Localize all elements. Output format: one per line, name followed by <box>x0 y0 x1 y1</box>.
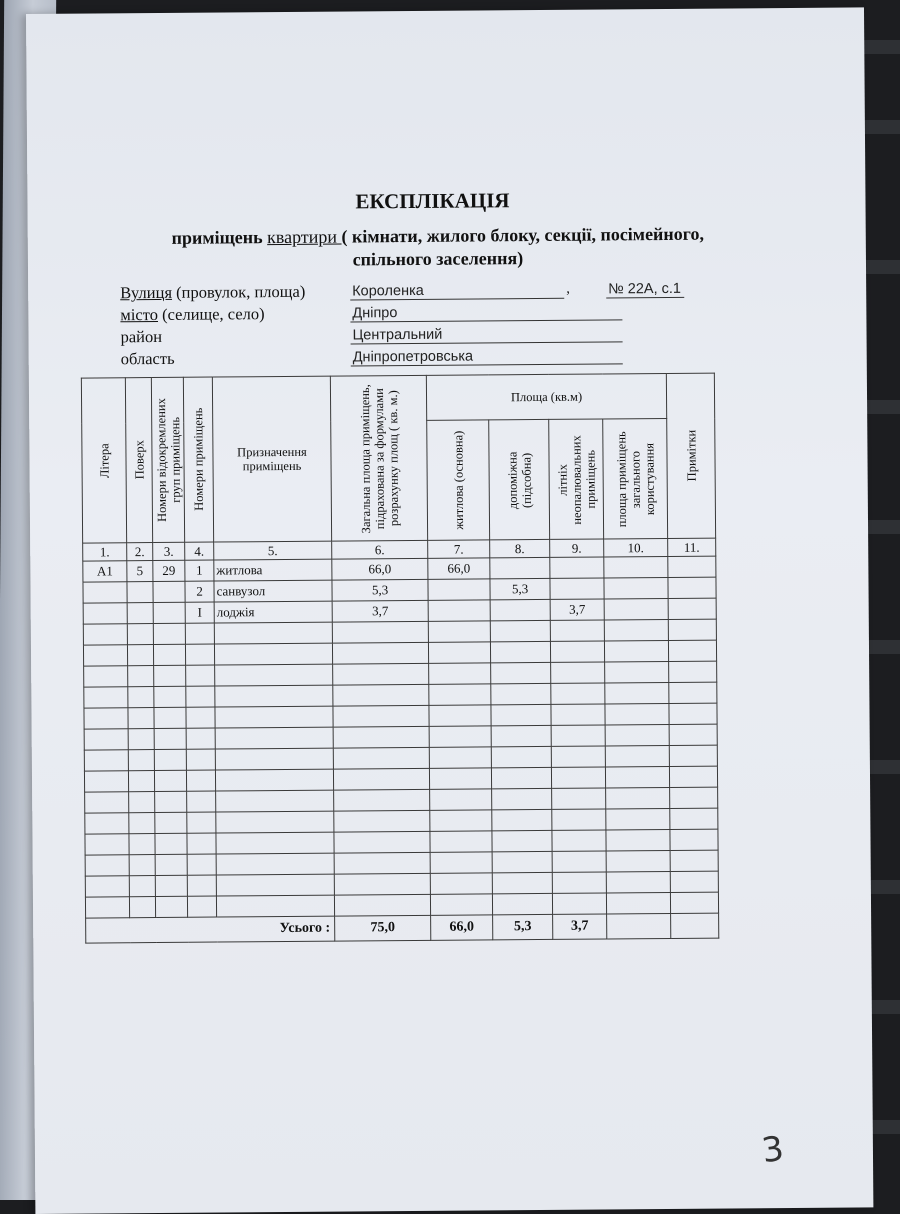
cell-notes <box>668 577 716 598</box>
header-summer: літніх неопалювальних приміщень <box>549 419 604 539</box>
explication-table <box>81 373 719 944</box>
header-groups: Номери відокремлених груп приміщень <box>151 377 184 542</box>
cell-poverkh: 5 <box>127 561 153 582</box>
district-label: район <box>120 326 163 347</box>
column-number: 10. <box>604 538 668 557</box>
subtitle-line1: ( кімнати, жилого блоку, секції, посімейного, <box>341 223 705 247</box>
city-value: Дніпро <box>350 303 622 322</box>
cell-total-area: 5,3 <box>332 579 428 601</box>
cell-room-number: І <box>185 602 214 623</box>
cell-auxiliary <box>490 599 550 620</box>
total-area-value: 75,0 <box>335 915 431 941</box>
header-notes: Примітки <box>666 373 715 538</box>
cell-room-number: 2 <box>185 581 214 602</box>
cell-purpose: лоджія <box>214 601 332 623</box>
cell-litera: А1 <box>83 561 127 582</box>
cell-auxiliary <box>490 557 550 578</box>
district-value: Центральний <box>350 325 622 344</box>
cell-common <box>604 556 668 578</box>
column-number: 9. <box>550 539 604 557</box>
column-number: 6. <box>332 540 428 559</box>
header-litera: Літера <box>81 378 126 543</box>
total-living-value: 66,0 <box>431 915 493 940</box>
cell-notes <box>668 556 716 577</box>
street-label: Вулиця (провулок, площа) <box>120 281 306 303</box>
document-sheet <box>26 7 873 1214</box>
cell-summer: 3,7 <box>550 599 604 620</box>
total-label: Усього : <box>86 916 335 943</box>
cell-common <box>604 598 668 620</box>
column-number: 7. <box>428 540 490 558</box>
header-living: житлова (основна) <box>427 420 490 540</box>
column-number: 4. <box>185 542 214 560</box>
street-value: Короленка <box>350 282 564 301</box>
cell-auxiliary: 5,3 <box>490 578 550 599</box>
cell-living <box>428 579 490 600</box>
cell-total-area: 66,0 <box>332 558 428 580</box>
city-label: місто (селище, село) <box>120 304 265 325</box>
total-summer-value: 3,7 <box>553 914 607 939</box>
cell-poverkh <box>127 582 153 603</box>
header-row-1 <box>81 373 714 423</box>
header-area-group: Площа (кв.м) <box>426 373 666 420</box>
total-auxiliary-value: 5,3 <box>493 914 553 939</box>
house-number-value: № 22А, с.1 <box>606 281 684 299</box>
subtitle-line2: спільного заселення) <box>352 248 524 270</box>
column-number: 1. <box>83 543 127 561</box>
header-poverkh: Поверх <box>125 378 152 543</box>
cell-living: 66,0 <box>428 558 490 579</box>
cell-summer <box>550 557 604 578</box>
total-notes-value <box>671 913 719 938</box>
region-value: Дніпропетровська <box>351 347 623 366</box>
document-title: ЕКСПЛІКАЦІЯ <box>355 188 510 214</box>
column-number: 5. <box>214 541 332 560</box>
cell-litera <box>83 582 127 603</box>
cell-notes <box>668 598 716 619</box>
header-purpose: Призначення приміщень <box>212 376 331 542</box>
column-number: 11. <box>668 538 716 556</box>
header-common: площа приміщень загального користування <box>603 419 668 539</box>
total-row <box>86 913 719 943</box>
cell-purpose: житлова <box>214 559 332 581</box>
cell-living <box>428 600 490 621</box>
cell-group: 29 <box>153 560 185 581</box>
cell-poverkh <box>127 603 153 624</box>
subtitle-prefix: приміщень <box>171 227 268 248</box>
cell-common <box>604 577 668 599</box>
cell-purpose: санвузол <box>214 580 332 602</box>
header-auxiliary: допоміжна (підсобна) <box>489 420 550 540</box>
header-total-area: Загальна площа приміщень, підрахована за формулами розрахунку площ ( кв. м.) <box>330 375 427 541</box>
region-label: область <box>120 348 175 369</box>
cell-litera <box>83 603 127 624</box>
document-subtitle <box>88 222 788 273</box>
column-number: 8. <box>490 539 550 557</box>
cell-total-area: 3,7 <box>332 600 428 622</box>
total-common-value <box>607 913 671 939</box>
column-number: 3. <box>153 542 185 560</box>
cell-room-number: 1 <box>185 560 214 581</box>
street-comma: , <box>566 280 570 297</box>
cell-group <box>153 581 185 602</box>
column-number: 2. <box>127 543 153 561</box>
cell-summer <box>550 578 604 599</box>
cell-group <box>153 602 185 623</box>
header-room-numbers: Номери приміщень <box>183 377 213 542</box>
subtitle-word: квартири <box>267 226 342 248</box>
handwritten-page-number: 3 <box>759 1128 787 1172</box>
